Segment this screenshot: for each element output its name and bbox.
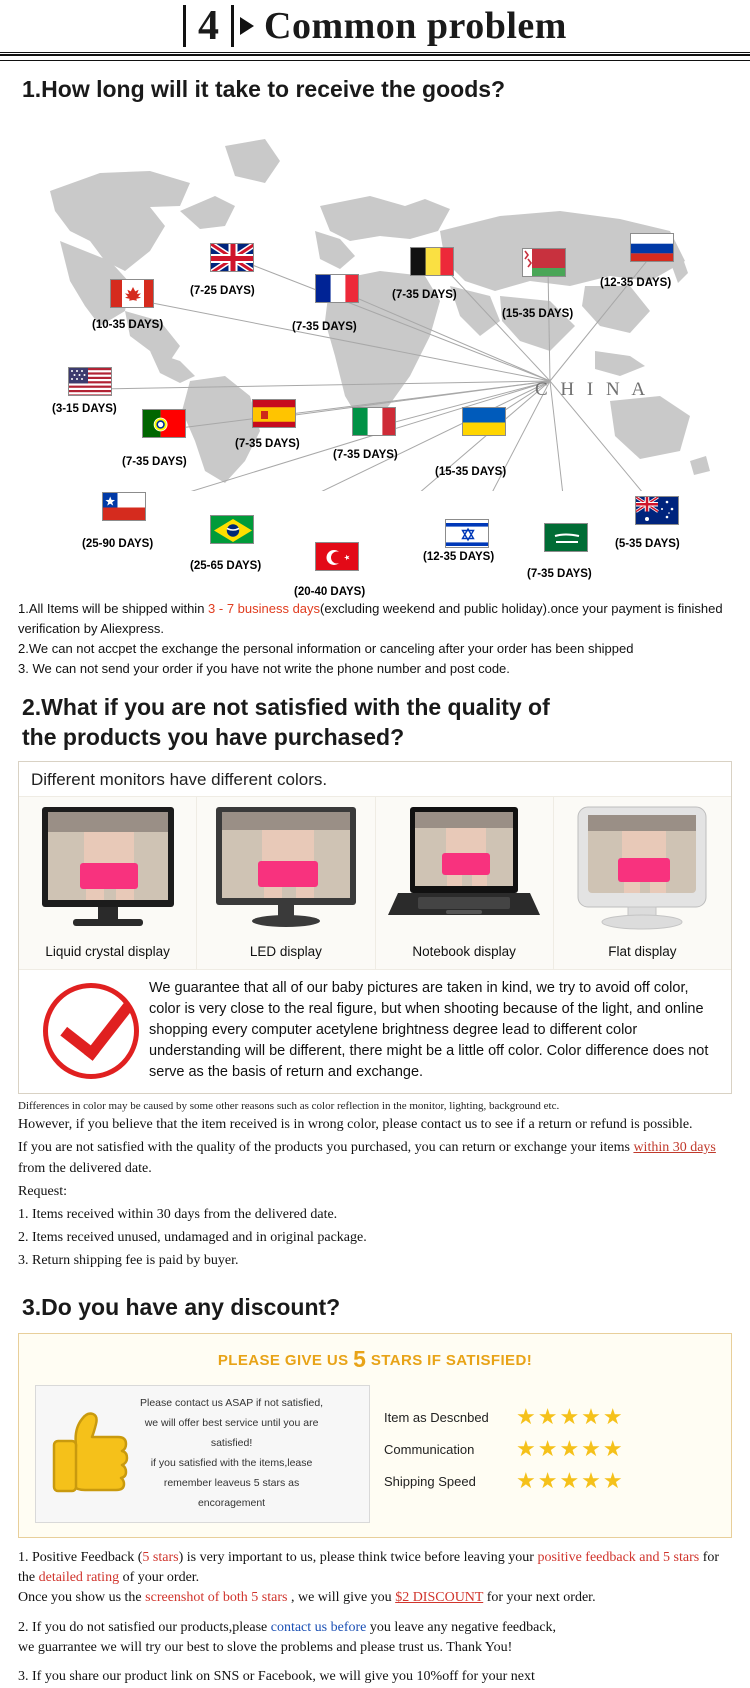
request-item-1: 1. Items received within 30 days from the delivered date. (18, 1207, 338, 1223)
thumb-line-6: encoragement (197, 1496, 266, 1509)
rating-stars-communication: ★★★★★ (516, 1436, 625, 1462)
lcd-monitor-image (23, 803, 192, 938)
fb1-d: positive feedback and 5 stars (537, 1549, 700, 1565)
flag-belgium (410, 247, 454, 276)
flag-belarus (522, 248, 566, 277)
monitor-cell-notebook (376, 797, 554, 969)
flag-russia (630, 233, 674, 262)
return-window-paragraph (18, 1137, 732, 1179)
triangle-right-icon (240, 17, 254, 35)
fb1-b: 5 stars (142, 1549, 179, 1565)
monitor-caption-led: LED display (249, 944, 322, 960)
flag-spain (252, 399, 296, 428)
shipping-note-1 (18, 599, 732, 639)
days-saudi-arabia: (7-35 DAYS) (527, 567, 592, 580)
days-israel: (12-35 DAYS) (423, 550, 495, 563)
discount-row (29, 1385, 721, 1523)
monitor-cell-flat (554, 797, 731, 969)
thumbs-up-message (138, 1394, 323, 1514)
fb2-b: screenshot of both 5 stars (145, 1590, 288, 1606)
banner-title: Common problem (264, 5, 567, 47)
fb1-a: 1. Positive Feedback ( (18, 1549, 143, 1565)
color-difference-note: Differences in color may be caused by some other reasons such as color reflection in the monitor, lighting, background etc. (18, 1100, 560, 1113)
rating-label-item-as-described: Item as Descnbed (384, 1409, 489, 1425)
thumb-line-1: Please contact us ASAP if not satisfied, (140, 1397, 324, 1410)
fb3-c: you leave any negative feedback, (366, 1619, 557, 1635)
flag-usa (68, 367, 112, 396)
give-stars-post: STARS IF SATISFIED! (366, 1352, 533, 1370)
flag-portugal (142, 409, 186, 438)
days-usa: (3-15 DAYS) (52, 402, 117, 415)
rating-row-shipping-speed (384, 1470, 715, 1492)
days-ukraine: (15-35 DAYS) (435, 465, 507, 478)
feedback-line-1 (18, 1548, 732, 1589)
fb1-c: ) is very important to us, please think twice before leaving your (178, 1549, 538, 1565)
flag-italy (352, 407, 396, 436)
guarantee-text: We guarantee that all of our baby pictures are taken in kind, we try to avoid off color, color is very close to the real figure, but when shooting because of the light, and online shopping every computer acetylene brightness degree lead to different color understanding will be different, there might be a little off color. Color difference does not serve as the basis of return and exchange. (149, 980, 709, 1081)
led-monitor-image (201, 803, 370, 938)
shipping-map (30, 111, 720, 598)
give-stars-pre: PLEASE GIVE US (217, 1352, 354, 1370)
request-label: Request: (18, 1184, 67, 1200)
note-1-pre: 1.All Items will be shipped within (18, 600, 209, 616)
flag-australia (635, 496, 679, 525)
thumb-line-3: satisfied! (210, 1437, 253, 1450)
fb3-a: 2. If you do not satisfied our products,please (18, 1619, 271, 1635)
flag-canada (110, 279, 154, 308)
thumb-line-4: if you satisfied with the items,lease (150, 1457, 313, 1470)
question-1-heading: 1.How long will it take to receive the goods? (22, 76, 506, 102)
flag-france (315, 274, 359, 303)
feedback-footer (18, 1548, 732, 1688)
question-2-heading-line2: the products you have purchased? (22, 724, 405, 751)
monitor-cell-led (197, 797, 375, 969)
fb2-d: $2 DISCOUNT (395, 1590, 484, 1606)
fb1-g: of your order. (119, 1570, 200, 1586)
china-label: C H I N A (535, 378, 650, 400)
request-item-3: 3. Return shipping fee is paid by buyer. (18, 1253, 239, 1269)
guarantee-block (19, 970, 731, 1093)
fb1-f: detailed rating (38, 1570, 120, 1586)
fb2-e: for your next order. (483, 1590, 596, 1606)
thumb-line-2: we will offer best service until you are (144, 1417, 319, 1430)
monitor-box-title: Different monitors have different colors. (31, 770, 328, 790)
days-spain: (7-35 DAYS) (235, 437, 300, 450)
notebook-image (380, 803, 549, 938)
fb1-e: for the (18, 1549, 720, 1586)
flag-uk (210, 243, 254, 272)
return-window-highlight: within 30 days (633, 1140, 716, 1156)
question-3-heading: 3.Do you have any discount? (22, 1294, 341, 1321)
question-2-heading (22, 693, 732, 753)
days-australia: (5-35 DAYS) (615, 537, 680, 550)
rating-label-shipping-speed: Shipping Speed (384, 1473, 476, 1489)
feedback-line-5: 3. If you share our product link on SNS or Facebook, we will give you 10%off for your next (18, 1669, 535, 1685)
banner-number: 4 (183, 5, 234, 47)
flag-israel (445, 519, 489, 548)
thumbs-up-icon (42, 1397, 138, 1512)
rating-label-communication: Communication (384, 1441, 475, 1457)
days-brazil: (25-65 DAYS) (190, 559, 262, 572)
fb2-a: Once you show us the (18, 1590, 146, 1606)
discount-box (18, 1333, 732, 1538)
rating-row-communication (384, 1438, 715, 1460)
days-turkey: (20-40 DAYS) (294, 585, 366, 598)
days-russia: (12-35 DAYS) (600, 276, 672, 289)
flag-chile (102, 492, 146, 521)
flag-turkey (315, 542, 359, 571)
note-1-post: (excluding weekend and public holiday).once your payment is finished verification by Aliexpress. (18, 600, 723, 637)
days-italy: (7-35 DAYS) (333, 448, 398, 461)
monitor-color-box (18, 761, 732, 1094)
rating-stars-item-as-described: ★★★★★ (516, 1404, 625, 1430)
monitor-cell-lcd (19, 797, 197, 969)
flag-brazil (210, 515, 254, 544)
monitor-caption-flat: Flat display (608, 944, 677, 960)
wrong-color-paragraph: However, if you believe that the item received is in wrong color, please contact us to see if a return or refund is possible. (18, 1117, 693, 1133)
flat-monitor-image (558, 803, 727, 938)
give-stars-number: 5 (353, 1346, 367, 1373)
days-portugal: (7-35 DAYS) (122, 455, 187, 468)
days-france: (7-35 DAYS) (292, 320, 357, 333)
shipping-note-3: 3. We can not send your order if you have not write the phone number and post code. (18, 661, 510, 677)
feedback-line-4: we guarrantee we will try our best to slove the problems and please trust us. Thank You! (18, 1640, 513, 1656)
monitor-row (19, 796, 731, 970)
rating-stars-shipping-speed: ★★★★★ (516, 1468, 625, 1494)
shipping-note-2: 2.We can not accpet the exchange the personal information or canceling after your order has been shipped (18, 641, 634, 657)
feedback-line-2 (18, 1588, 732, 1608)
days-chile: (25-90 DAYS) (82, 537, 154, 550)
fb2-c: , we will give you (287, 1590, 396, 1606)
thumb-line-5: remember leaveus 5 stars as (163, 1476, 300, 1489)
shipping-notes (18, 599, 732, 680)
days-uk: (7-25 DAYS) (190, 284, 255, 297)
flag-saudi-arabia (544, 523, 588, 552)
banner-divider (0, 55, 750, 61)
monitor-caption-notebook: Notebook display (412, 944, 516, 960)
give-stars-banner (29, 1346, 721, 1373)
request-item-2: 2. Items received unused, undamaged and in original package. (18, 1230, 367, 1246)
return-window-post: from the delivered date. (18, 1161, 152, 1177)
ratings-list (384, 1406, 715, 1502)
days-belgium: (7-35 DAYS) (392, 288, 457, 301)
days-canada: (10-35 DAYS) (92, 318, 164, 331)
return-window-pre: If you are not satisfied with the quality of the products you purchased, you can return or exchange your items (18, 1140, 634, 1156)
flag-ukraine (462, 407, 506, 436)
page-banner (0, 0, 750, 55)
rating-row-item-as-described (384, 1406, 715, 1428)
check-mark-icon (43, 983, 139, 1079)
days-belarus: (15-35 DAYS) (502, 307, 574, 320)
fb3-b: contact us before (270, 1619, 367, 1635)
banner-inner (183, 5, 567, 47)
monitor-caption-lcd: Liquid crystal display (45, 944, 170, 960)
question-2-heading-line1: 2.What if you are not satisfied with the quality of (22, 694, 550, 721)
feedback-line-3 (18, 1618, 732, 1638)
note-1-highlight: 3 - 7 business days (208, 600, 321, 616)
thumbs-up-panel (35, 1385, 370, 1523)
